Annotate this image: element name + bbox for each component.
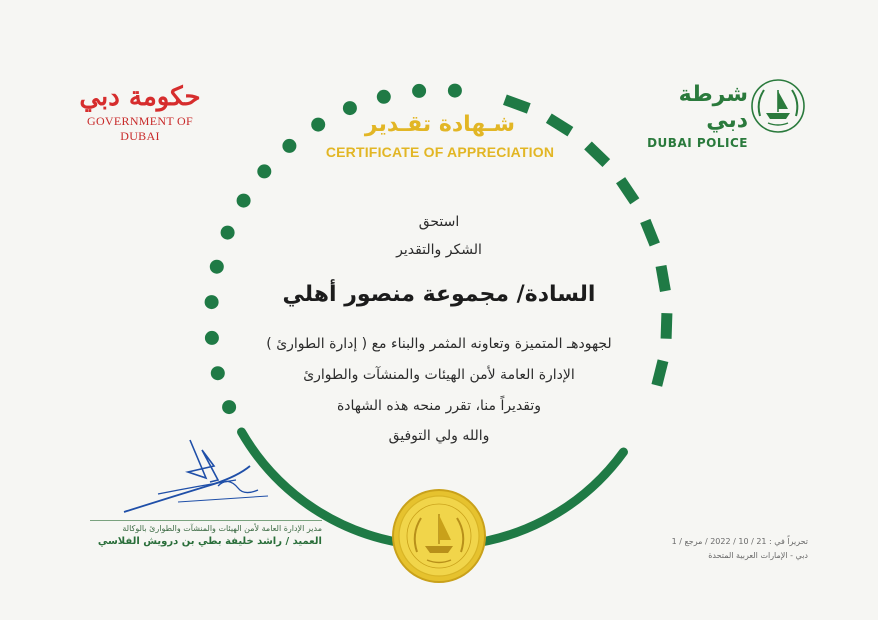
handwritten-signature: [118, 436, 278, 516]
ring-dot: [257, 164, 271, 178]
ring-dot: [237, 194, 251, 208]
dubai-police-logo: [638, 76, 808, 150]
ring-dot: [205, 331, 219, 345]
ring-dot: [377, 90, 391, 104]
government-name-arabic: حكومة دبي: [79, 82, 201, 112]
ring-dot: [448, 84, 462, 98]
recipient-name: السادة/ مجموعة منصور أهلي: [282, 282, 596, 307]
government-name-english: GOVERNMENT OF DUBAI: [86, 114, 194, 143]
citation-line-3: وتقديراً منا، تقرر منحه هذه الشهادة: [336, 398, 542, 414]
ring-dash: [621, 180, 635, 201]
issue-details: [668, 535, 808, 563]
ring-dot: [412, 84, 426, 98]
signature-line: [90, 520, 322, 521]
ring-dash: [657, 361, 663, 386]
issue-date-reference: تحريراً في : 21 / 10 / 2022 / مرجع / 1: [671, 537, 808, 546]
ring-dash: [666, 313, 667, 339]
citation-line-4: والله ولي التوفيق: [388, 428, 490, 444]
citation-line-1: لجهودهـ المتميزة وتعاونه المثمر والبناء مع ( إدارة الطوارئ ): [266, 336, 612, 352]
certificate-title-arabic: شـهادة تقـدير: [364, 112, 516, 137]
ring-dot: [282, 139, 296, 153]
ring-dash: [505, 100, 529, 109]
citation-line-2: الإدارة العامة لأمن الهيئات والمنشآت والطوارئ: [303, 367, 575, 383]
government-of-dubai-logo: [70, 82, 210, 144]
signatory-title: مدير الإدارة العامة لأمن الهيئات والمنشآت والطوارئ بالوكالة: [122, 524, 322, 533]
ring-dash: [645, 221, 655, 245]
signatory-name: العميد / راشد خليفة بطي بن درويش الفلاسي: [97, 536, 322, 547]
thanks-line: الشكر والتقدير: [396, 242, 482, 258]
police-emblem-icon: [748, 76, 808, 136]
ring-dot: [221, 226, 235, 240]
issue-place: دبي - الإمارات العربية المتحدة: [708, 551, 808, 560]
ring-dot: [211, 366, 225, 380]
police-name-english: DUBAI POLICE: [647, 136, 748, 150]
deserves-line: استحق: [418, 214, 460, 230]
certificate-title: [300, 112, 580, 160]
ring-dot: [205, 295, 219, 309]
ring-dash: [588, 145, 606, 163]
ring-dot: [222, 400, 236, 414]
police-name-arabic: شرطة دبي: [678, 82, 748, 133]
ring-dash: [661, 266, 665, 291]
certificate-title-english: CERTIFICATE OF APPRECIATION: [325, 144, 555, 160]
ring-dot: [210, 260, 224, 274]
gold-seal-emblem: [389, 486, 489, 586]
